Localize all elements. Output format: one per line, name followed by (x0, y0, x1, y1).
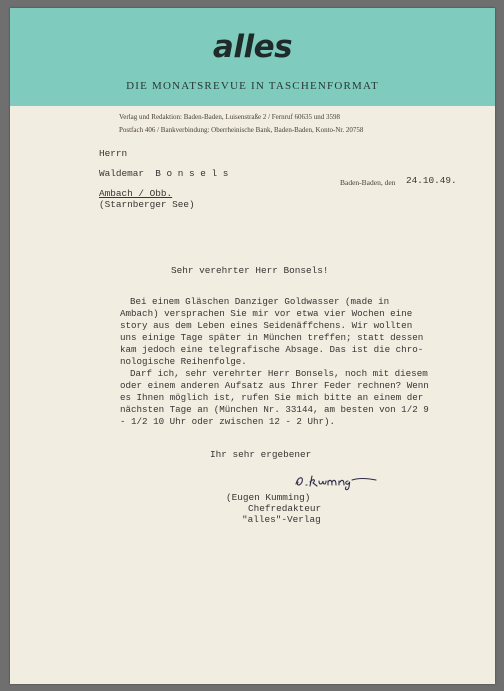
date-place: Baden-Baden, den (340, 178, 396, 187)
closing: Ihr sehr ergebener (210, 449, 312, 460)
paragraph-2-line: nächsten Tage an (München Nr. 33144, am besten von 1/2 9 (120, 404, 429, 415)
signatory-title: Chefredakteur (248, 503, 322, 514)
recipient-town: Ambach / Obb. (99, 188, 173, 199)
letter-sheet (10, 8, 495, 684)
paragraph-2-line: oder einem anderen Aufsatz aus Ihrer Feder rechnen? Wenn (120, 380, 429, 391)
salutation: Sehr verehrter Herr Bonsels! (171, 265, 329, 276)
signature-stroke (296, 476, 376, 490)
paragraph-1-line: Ambach) versprachen Sie mir vor etwa vier Wochen eine (120, 308, 413, 319)
paragraph-1-line: uns einige Tage später in München treffen; statt dessen (120, 332, 424, 343)
paragraph-1 (120, 296, 440, 368)
signature-drawing (292, 470, 384, 492)
recipient-name: Waldemar B o n s e l s (99, 168, 229, 179)
paragraph-2 (120, 368, 440, 428)
paragraph-1-line: Bei einem Gläschen Danziger Goldwasser (made in (130, 296, 390, 307)
letterhead-address-line2: Postfach 406 / Bankverbindung: Oberrheinische Bank, Baden-Baden, Konto-Nr. 20758 (119, 126, 364, 134)
paragraph-2-line: - 1/2 10 Uhr oder zwischen 12 - 2 Uhr). (120, 416, 336, 427)
signatory-name: (Eugen Kumming) (226, 492, 311, 503)
paragraph-1-line: nologische Reihenfolge. (120, 356, 247, 367)
signatory-company: "alles"-Verlag (242, 514, 321, 525)
recipient-region: (Starnberger See) (99, 199, 195, 210)
date-value: 24.10.49. (406, 175, 457, 186)
recipient-salutation-line: Herrn (99, 148, 128, 159)
letterhead-address-line1: Verlag und Redaktion: Baden-Baden, Luisenstraße 2 / Fernruf 60635 und 3598 (119, 113, 341, 121)
paragraph-2-line: Darf ich, sehr verehrter Herr Bonsels, noch mit diesem (130, 368, 428, 379)
paragraph-1-line: story aus dem Leben eines Seidenäffchens. Wir wollten (120, 320, 413, 331)
alles-logo: alles (212, 29, 293, 65)
letterhead-subtitle: DIE MONATSREVUE IN TASCHENFORMAT (126, 80, 379, 92)
handwritten-signature (292, 470, 384, 492)
paragraph-2-line: es Ihnen möglich ist, rufen Sie mich bitte an einem der (120, 392, 424, 403)
paragraph-1-line: kam jedoch eine telegrafische Absage. Das ist die chro- (120, 344, 424, 355)
letterhead-band (10, 8, 495, 106)
